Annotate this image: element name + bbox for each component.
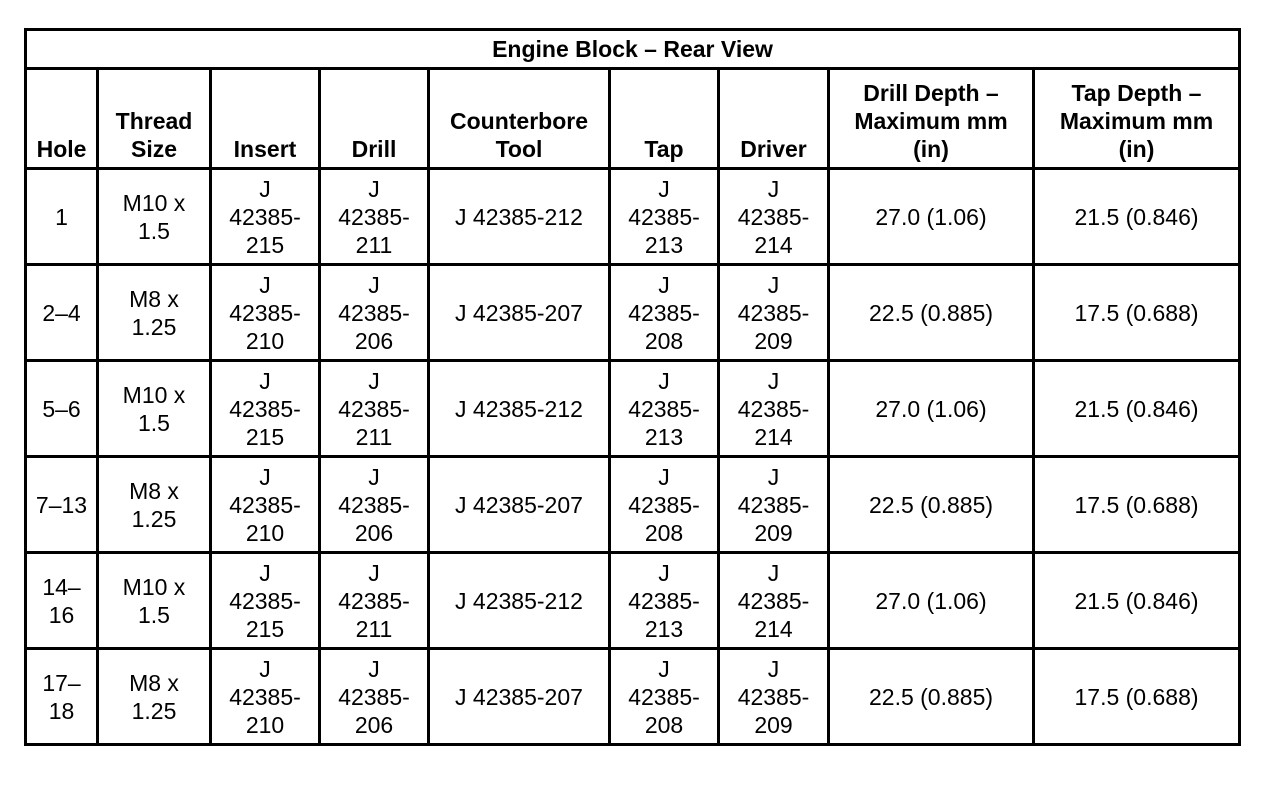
header-driver: Driver	[719, 69, 829, 169]
cell-drill-depth: 27.0 (1.06)	[829, 553, 1034, 649]
cell-counterbore-tool: J 42385-212	[429, 553, 610, 649]
header-drill: Drill	[320, 69, 429, 169]
header-drill-depth: Drill Depth – Maximum mm (in)	[829, 69, 1034, 169]
table-header-row	[26, 69, 1240, 169]
cell-driver: J 42385- 209	[719, 265, 829, 361]
cell-thread-size: M8 x 1.25	[98, 457, 211, 553]
cell-tap-depth: 17.5 (0.688)	[1034, 265, 1240, 361]
cell-thread-size: M8 x 1.25	[98, 649, 211, 745]
cell-counterbore-tool: J 42385-207	[429, 649, 610, 745]
cell-hole: 5–6	[26, 361, 98, 457]
cell-drill-depth: 22.5 (0.885)	[829, 265, 1034, 361]
cell-insert: J 42385- 210	[211, 649, 320, 745]
cell-insert: J 42385- 215	[211, 553, 320, 649]
cell-counterbore-tool: J 42385-207	[429, 265, 610, 361]
cell-driver: J 42385- 214	[719, 361, 829, 457]
cell-thread-size: M10 x 1.5	[98, 553, 211, 649]
cell-tap: J 42385- 208	[610, 649, 719, 745]
cell-drill: J 42385- 206	[320, 457, 429, 553]
cell-drill-depth: 22.5 (0.885)	[829, 649, 1034, 745]
cell-insert: J 42385- 210	[211, 265, 320, 361]
table-row	[26, 553, 1240, 649]
table-row	[26, 457, 1240, 553]
cell-counterbore-tool: J 42385-207	[429, 457, 610, 553]
table-row	[26, 361, 1240, 457]
cell-drill: J 42385- 211	[320, 169, 429, 265]
cell-driver: J 42385- 209	[719, 649, 829, 745]
cell-driver: J 42385- 214	[719, 169, 829, 265]
table-row	[26, 649, 1240, 745]
cell-hole: 14– 16	[26, 553, 98, 649]
table-row	[26, 169, 1240, 265]
cell-tap-depth: 21.5 (0.846)	[1034, 169, 1240, 265]
cell-insert: J 42385- 210	[211, 457, 320, 553]
header-insert: Insert	[211, 69, 320, 169]
cell-drill-depth: 27.0 (1.06)	[829, 169, 1034, 265]
cell-counterbore-tool: J 42385-212	[429, 169, 610, 265]
cell-hole: 17– 18	[26, 649, 98, 745]
cell-thread-size: M10 x 1.5	[98, 169, 211, 265]
table-title-row	[26, 30, 1240, 69]
cell-tap-depth: 17.5 (0.688)	[1034, 457, 1240, 553]
cell-drill: J 42385- 211	[320, 361, 429, 457]
header-tap-depth: Tap Depth – Maximum mm (in)	[1034, 69, 1240, 169]
table-row	[26, 265, 1240, 361]
cell-tap: J 42385- 208	[610, 457, 719, 553]
cell-driver: J 42385- 209	[719, 457, 829, 553]
cell-hole: 2–4	[26, 265, 98, 361]
header-counterbore-tool: Counterbore Tool	[429, 69, 610, 169]
cell-tap-depth: 21.5 (0.846)	[1034, 361, 1240, 457]
cell-tap-depth: 21.5 (0.846)	[1034, 553, 1240, 649]
cell-tap: J 42385- 213	[610, 169, 719, 265]
cell-tap-depth: 17.5 (0.688)	[1034, 649, 1240, 745]
engine-block-spec-table	[24, 28, 1241, 746]
header-hole: Hole	[26, 69, 98, 169]
cell-drill-depth: 22.5 (0.885)	[829, 457, 1034, 553]
cell-driver: J 42385- 214	[719, 553, 829, 649]
cell-drill: J 42385- 206	[320, 265, 429, 361]
cell-thread-size: M8 x 1.25	[98, 265, 211, 361]
cell-drill-depth: 27.0 (1.06)	[829, 361, 1034, 457]
cell-tap: J 42385- 213	[610, 361, 719, 457]
cell-counterbore-tool: J 42385-212	[429, 361, 610, 457]
cell-insert: J 42385- 215	[211, 361, 320, 457]
cell-hole: 7–13	[26, 457, 98, 553]
cell-hole: 1	[26, 169, 98, 265]
cell-thread-size: M10 x 1.5	[98, 361, 211, 457]
cell-insert: J 42385- 215	[211, 169, 320, 265]
header-thread-size: Thread Size	[98, 69, 211, 169]
header-tap: Tap	[610, 69, 719, 169]
cell-tap: J 42385- 213	[610, 553, 719, 649]
cell-drill: J 42385- 206	[320, 649, 429, 745]
table-title: Engine Block – Rear View	[26, 30, 1240, 69]
cell-drill: J 42385- 211	[320, 553, 429, 649]
cell-tap: J 42385- 208	[610, 265, 719, 361]
